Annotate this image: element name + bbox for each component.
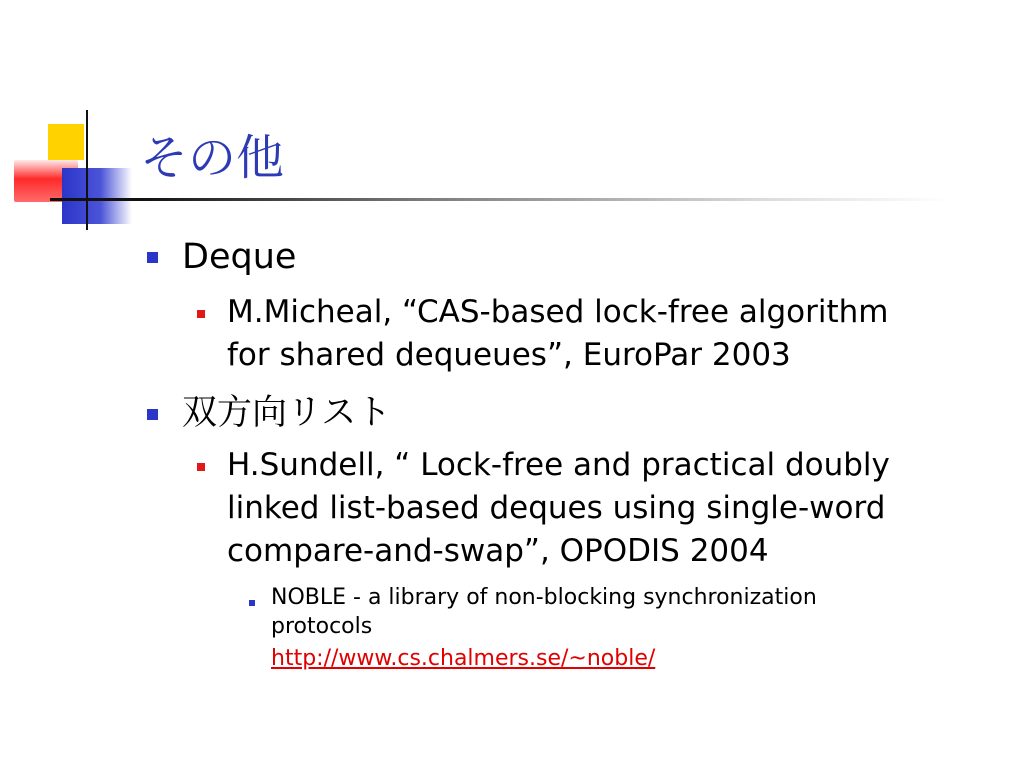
bullet-text: Deque xyxy=(182,237,297,277)
bullet-text-line: linked list-based deques using single-word xyxy=(227,490,886,526)
bullet-square-icon xyxy=(249,600,255,606)
bullet-text-line: compare-and-swap”, OPODIS 2004 xyxy=(227,533,769,569)
bullet-square-icon xyxy=(197,463,205,471)
bullet-square-icon xyxy=(197,310,205,318)
bullet-text-line: H.Sundell, “ Lock-free and practical doubly xyxy=(227,447,890,483)
bullet-text-line: for shared dequeues”, EuroPar 2003 xyxy=(227,337,791,373)
bullet-text: 双方向リスト xyxy=(182,393,392,433)
noble-link[interactable]: http://www.cs.chalmers.se/~noble/ xyxy=(271,646,656,671)
bullet-text-line: M.Micheal, “CAS-based lock-free algorithm xyxy=(227,294,889,330)
bullet-square-icon xyxy=(147,409,158,420)
bullet-square-icon xyxy=(147,252,158,263)
bullet-text-line: NOBLE - a library of non-blocking synchronization xyxy=(271,585,817,610)
bullet-text-line: protocols xyxy=(271,614,373,639)
slide-title: その他 xyxy=(140,130,285,186)
